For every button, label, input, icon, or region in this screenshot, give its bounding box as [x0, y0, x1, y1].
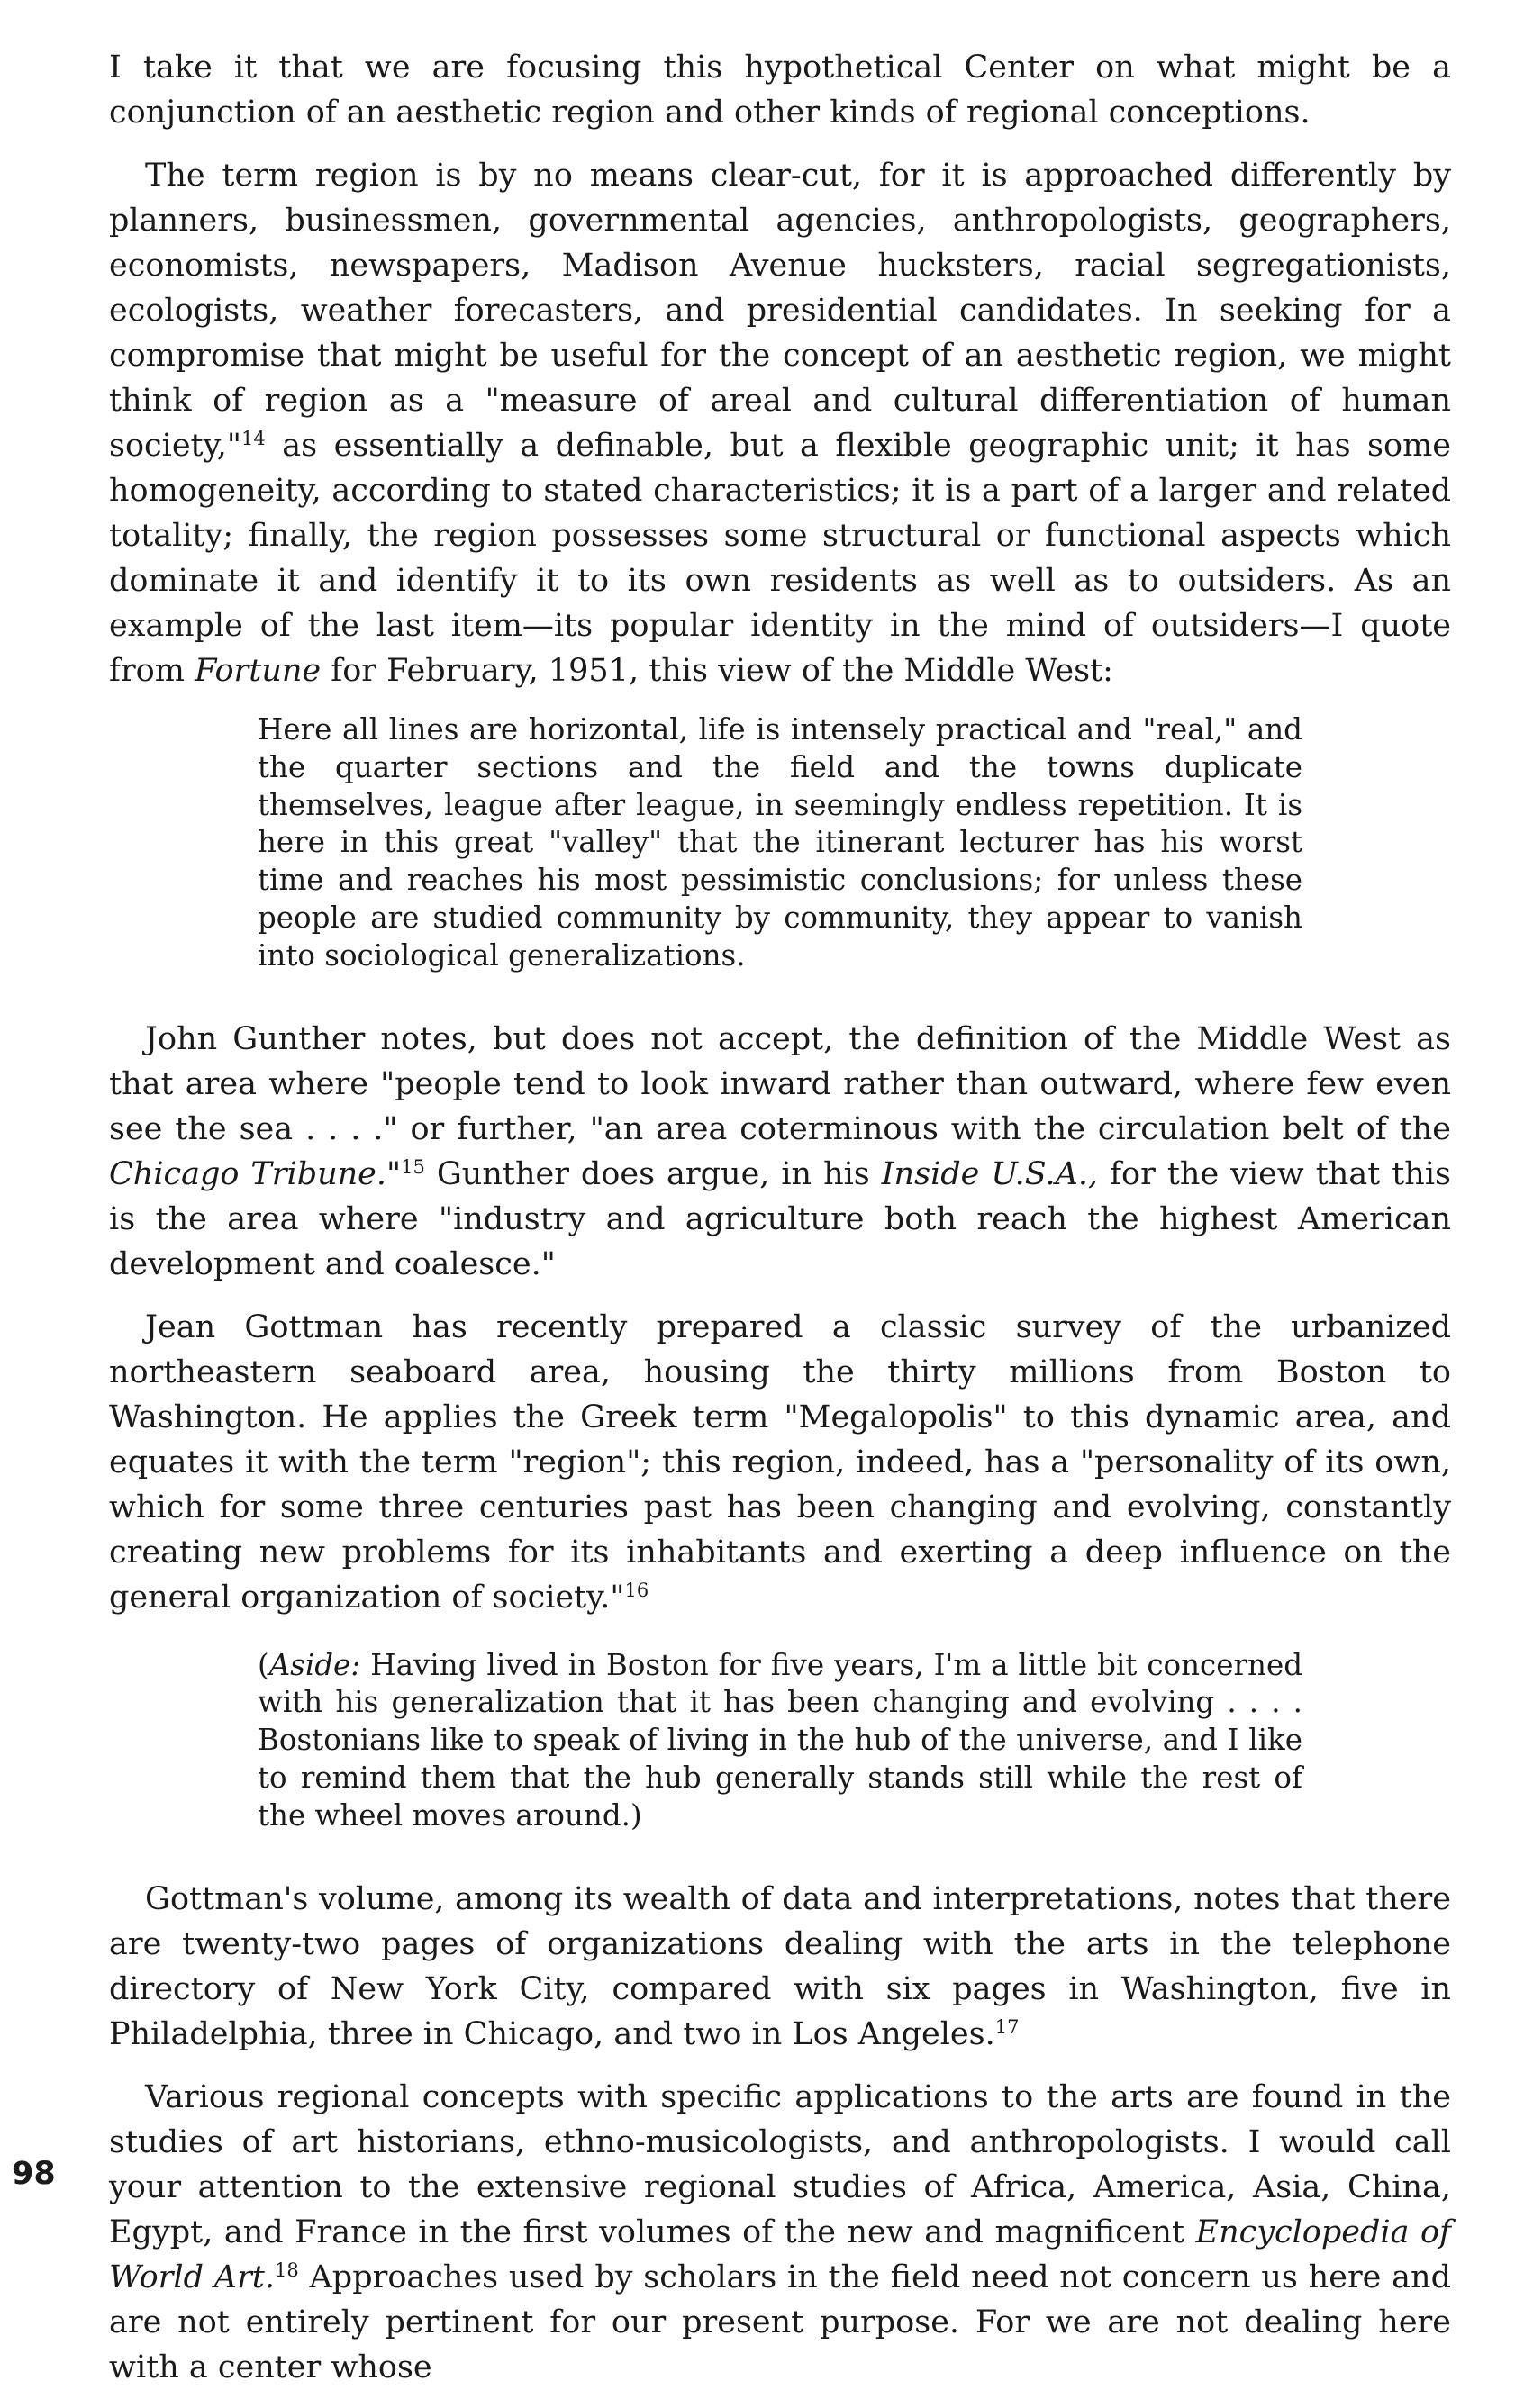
paragraph-text: as essentially a definable, but a flexible geographic unit; it has some homogeneity, according to stated characteristics; it is a part of a larger and related totality; finally, the region possesses some structural or functional aspects which dominate it and identify it to its own residents as well as to outsiders. As an example of the last item—its popular identity in the mind of outsiders—I quote from [109, 428, 1451, 689]
aside-label: Aside: [268, 1647, 361, 1682]
footnote-ref-14: 14 [240, 428, 266, 449]
footnote-ref-17: 17 [994, 2015, 1020, 2038]
paragraph-region-definition [109, 153, 1451, 693]
paragraph-intro-text: I take it that we are focusing this hypothetical Center on what might be a conjunction of an aesthetic region and other kinds of regional conceptions. [109, 50, 1451, 131]
aside-open-paren: ( [258, 1647, 269, 1682]
block-quote-aside [258, 1647, 1302, 1835]
paragraph-gunther [109, 1017, 1451, 1287]
footnote-ref-16: 16 [624, 1579, 649, 1601]
inside-usa-title: Inside U.S.A., [881, 1155, 1099, 1192]
page-body [109, 45, 1451, 2408]
fortune-title: Fortune [195, 653, 322, 689]
paragraph-text: for February, 1951, this view of the Middle West: [321, 653, 1113, 689]
paragraph-regional-concepts [109, 2075, 1451, 2390]
paragraph-text: The term region is by no means clear-cut, for it is approached differently by planners, businessmen, governmental agencies, anthropologists, geographers, economists, newspapers, Madison Avenue hucksters, racial segregationists, ecologists, weather forecasters, and presidential candidates. In seeking for a compromise that might be useful for the concept of an aesthetic region, we might think of region as a "measure of areal and cultural differentiation of human society," [109, 158, 1451, 464]
paragraph-text: Gunther does argue, in his [424, 1155, 882, 1192]
paragraph-text: " [386, 1155, 402, 1192]
paragraph-text: Various regional concepts with specific applications to the arts are found in the studies of art historians, ethno-musicologists, and anthropologists. I would call your attention to the extensive regional studies of Africa, America, Asia, China, Egypt, and France in the first volumes of the new and magnificent [109, 2078, 1451, 2250]
paragraph-text: for the view that this is the area where "industry and agriculture both reach the highest American development and coalesce." [109, 1155, 1451, 1282]
chicago-tribune-title: Chicago Tribune. [109, 1155, 387, 1192]
paragraph-text: Gottman's volume, among its wealth of data and interpretations, notes that there are twenty-two pages of organizations dealing with the arts in the telephone directory of New York City, compared with six pages in Washington, five in Philadelphia, three in Chicago, and two in Los Angeles. [109, 1880, 1451, 2052]
paragraph-telephone-directory [109, 1877, 1451, 2057]
page-number: 98 [12, 2156, 56, 2192]
footnote-ref-15: 15 [401, 1155, 425, 1178]
paragraph-text: Jean Gottman has recently prepared a classic survey of the urbanized northeastern seaboard area, housing the thirty millions from Boston to Washington. He applies the Greek term "Megalopolis" to this dynamic area, and equates it with the term "region"; this region, indeed, has a "personality of its own, which for some three centuries past has been changing and evolving, constantly creating new problems for its inhabitants and exerting a deep influence on the general organization of society." [109, 1308, 1451, 1616]
block-quote-text: Having lived in Boston for five years, I'm a little bit concerned with his generalization that it has been changing and evolving . . . . Bostonians like to speak of living in the hub of the universe, and I like to remind them that the hub generally stands still while the rest of the wheel moves around.) [258, 1647, 1302, 1833]
footnote-ref-18: 18 [275, 2259, 299, 2281]
paragraph-text: John Gunther notes, but does not accept, the definition of the Middle West as that area where "people tend to look inward rather than outward, where few even see the sea . . . ." or further, "an area coterminous with the circulation belt of the [109, 1020, 1451, 1147]
block-quote-text: Here all lines are horizontal, life is intensely practical and "real," and the quarter sections and the field and the towns duplicate themselves, league after league, in seemingly endless repetition. It is here in this great "valley" that the itinerant lecturer has his worst time and reaches his most pessimistic conclusions; for unless these people are studied community by community, they appear to vanish into sociological generalizations. [258, 712, 1302, 973]
paragraph-text: Approaches used by scholars in the field need not concern us here and are not entirely pertinent for our present purpose. For we are not dealing here with a center whose [109, 2259, 1451, 2385]
paragraph-intro [109, 45, 1451, 135]
block-quote-fortune [258, 711, 1302, 975]
encyclopedia-title: Encyclopedia of World Art. [109, 2213, 1451, 2295]
paragraph-gottman [109, 1305, 1451, 1620]
